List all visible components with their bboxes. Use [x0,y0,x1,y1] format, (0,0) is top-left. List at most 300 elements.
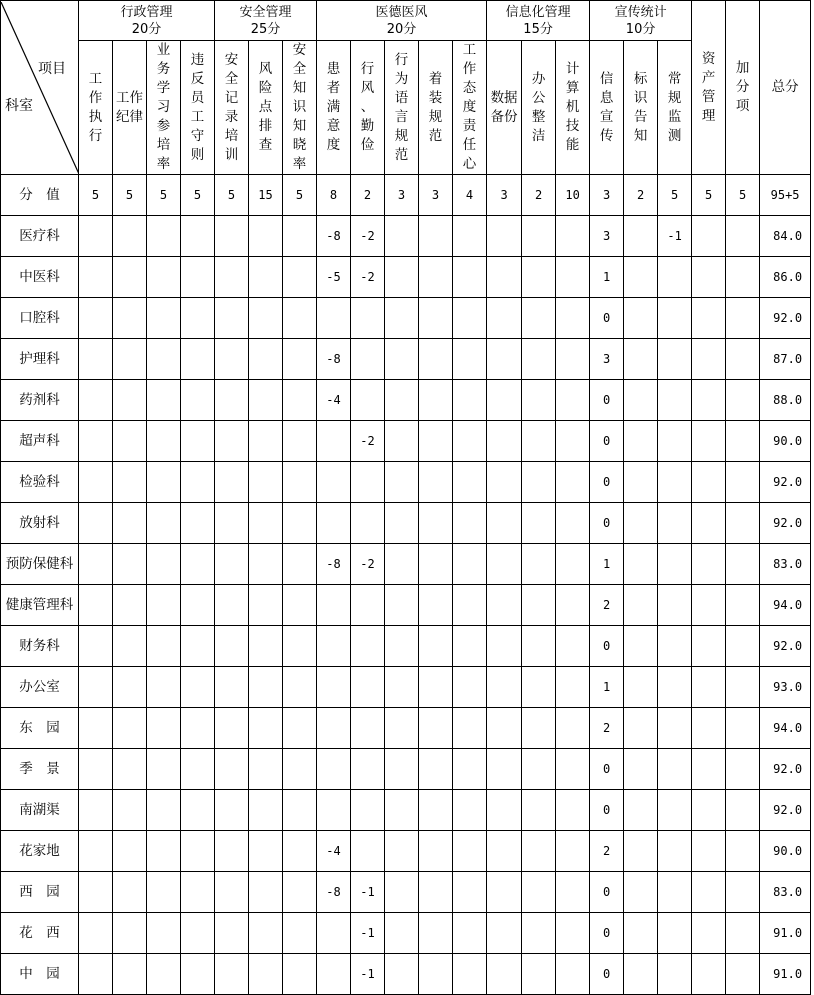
group-header-5 [590,1,692,41]
score-cell [522,790,556,831]
score-cell [658,544,692,585]
score-cell [113,954,147,995]
score-cell [79,749,113,790]
score-cell [283,749,317,790]
score-cell [79,831,113,872]
total-score: 91.0 [760,913,811,954]
column-header-10 [385,41,419,175]
score-cell [79,790,113,831]
score-cell [351,298,385,339]
score-cell [385,585,419,626]
score-cell [181,216,215,257]
score-cell [658,831,692,872]
column-header-18 [658,41,692,175]
score-cell [79,421,113,462]
score-cell [79,462,113,503]
score-cell [113,380,147,421]
header-char: 告 [633,108,648,125]
group-name: 宣传统计 [614,4,667,20]
department-row [1,749,811,790]
score-cell [215,749,249,790]
total-score: 87.0 [760,339,811,380]
score-value: 8 [317,175,351,216]
score-cell [556,380,590,421]
score-cell [317,503,351,544]
score-cell [419,380,453,421]
score-cell [79,585,113,626]
score-cell [249,380,283,421]
score-cell [79,913,113,954]
score-cell [215,257,249,298]
header-char: 记 [224,89,239,106]
department-name: 检验科 [1,462,79,503]
score-cell [317,790,351,831]
score-cell [624,749,658,790]
header-char: 传 [599,127,614,144]
group-name: 医德医风 [375,4,428,20]
score-cell [624,872,658,913]
header-char: 安 [224,51,239,68]
score-value: 95+5 [760,175,811,216]
score-cell [658,913,692,954]
header-char: 行 [360,61,375,77]
score-cell [351,708,385,749]
score-cell [419,585,453,626]
total-score: 84.0 [760,216,811,257]
header-char: 培 [224,127,239,144]
score-cell [147,298,181,339]
score-cell [249,339,283,380]
score-cell [726,954,760,995]
score-cell [181,503,215,544]
score-cell [726,257,760,298]
score-cell [181,831,215,872]
score-value: 2 [624,175,658,216]
score-cell [79,216,113,257]
score-cell [692,708,726,749]
score-value: 2 [351,175,385,216]
score-cell: 2 [590,585,624,626]
score-cell [181,626,215,667]
score-cell [147,954,181,995]
score-cell [453,257,487,298]
header-char: 俭 [360,137,375,153]
header-char: 知 [292,80,307,96]
header-char: 识 [633,89,648,106]
score-cell [624,298,658,339]
department-row [1,790,811,831]
group-header-4 [487,1,590,41]
score-cell [453,872,487,913]
department-row [1,667,811,708]
header-char: 度 [326,137,341,153]
score-cell [317,913,351,954]
header-char: 风 [360,80,375,96]
score-cell [522,216,556,257]
score-cell [487,503,522,544]
header-char: 着 [428,70,443,87]
score-cell [249,544,283,585]
header-char: 行 [394,51,409,68]
column-header-4 [181,41,215,175]
score-cell [113,421,147,462]
score-cell [113,749,147,790]
score-value: 3 [419,175,453,216]
score-cell [181,585,215,626]
score-cell [351,749,385,790]
department-row [1,257,811,298]
score-cell [181,298,215,339]
department-name: 超声科 [1,421,79,462]
score-cell [385,462,419,503]
header-char: 公 [531,89,546,106]
score-cell [181,380,215,421]
score-cell [215,708,249,749]
column-header-9 [351,41,385,175]
department-row [1,421,811,462]
score-cell [692,380,726,421]
score-cell [692,298,726,339]
score-cell [522,667,556,708]
header-char: 产 [701,69,716,86]
header-char: 满 [326,99,341,115]
score-cell [215,872,249,913]
score-cell [624,913,658,954]
score-value: 5 [692,175,726,216]
score-cell [658,298,692,339]
score-cell [385,503,419,544]
header-char: 算 [565,80,580,96]
score-cell [317,749,351,790]
department-name: 季 景 [1,749,79,790]
score-cell [487,462,522,503]
score-cell [385,954,419,995]
score-value: 10 [556,175,590,216]
score-cell: -2 [351,257,385,298]
department-name: 办公室 [1,667,79,708]
score-value: 5 [113,175,147,216]
total-score: 90.0 [760,421,811,462]
column-header-7 [283,41,317,175]
department-row [1,544,811,585]
score-cell [487,216,522,257]
header-char: 纪律 [116,108,143,125]
header-char: 洁 [531,127,546,144]
department-name: 医疗科 [1,216,79,257]
score-cell [453,708,487,749]
column-header-6 [249,41,283,175]
department-name: 口腔科 [1,298,79,339]
score-cell [692,831,726,872]
score-cell [351,503,385,544]
score-cell [147,708,181,749]
score-cell [556,544,590,585]
score-cell [113,831,147,872]
score-cell [658,503,692,544]
header-char: 资 [701,50,716,67]
header-char: 加 [735,60,750,76]
score-cell [556,339,590,380]
score-cell [147,339,181,380]
score-cell [113,216,147,257]
score-cell [249,216,283,257]
score-cell: 0 [590,626,624,667]
score-cell [317,462,351,503]
score-cell [147,257,181,298]
score-cell [419,626,453,667]
group-header-2 [215,1,317,41]
total-score: 94.0 [760,585,811,626]
score-value: 15 [249,175,283,216]
score-cell [317,585,351,626]
score-cell [419,954,453,995]
header-char: 总分 [771,79,799,95]
group-points: 10分 [625,21,656,37]
score-cell [419,708,453,749]
score-cell [79,544,113,585]
department-row [1,216,811,257]
score-cell [249,626,283,667]
group-header-row [1,1,811,41]
score-cell: 0 [590,298,624,339]
column-header-17 [624,41,658,175]
score-cell: -5 [317,257,351,298]
score-cell [215,339,249,380]
score-value: 3 [487,175,522,216]
header-char: 息 [599,89,614,106]
score-cell [556,216,590,257]
column-header-2 [113,41,147,175]
score-cell: 3 [590,339,624,380]
score-cell: -1 [351,872,385,913]
score-cell [351,585,385,626]
header-char: 测 [667,127,682,144]
score-cell [385,216,419,257]
department-row [1,872,811,913]
score-cell [215,585,249,626]
score-cell [624,503,658,544]
header-char: 知 [292,118,307,134]
score-cell [79,872,113,913]
department-row [1,339,811,380]
header-char: 学 [156,80,171,96]
corner-dept-label: 科室 [5,97,33,114]
header-char: 率 [156,156,171,172]
score-cell [249,749,283,790]
score-cell [726,708,760,749]
score-cell [453,667,487,708]
score-cell [726,790,760,831]
score-cell [113,872,147,913]
score-cell [385,708,419,749]
score-cell: -8 [317,544,351,585]
score-cell [215,913,249,954]
score-cell [487,749,522,790]
score-cell [453,749,487,790]
score-cell: 1 [590,257,624,298]
score-cell [726,339,760,380]
score-cell [453,216,487,257]
score-cell [658,872,692,913]
score-cell: 0 [590,872,624,913]
group-name: 信息化管理 [505,4,571,20]
score-cell [249,421,283,462]
score-cell: 0 [590,749,624,790]
score-cell [351,380,385,421]
header-char: 言 [394,108,409,125]
score-cell [556,585,590,626]
score-cell [624,585,658,626]
score-cell: 2 [590,708,624,749]
header-char: 能 [565,137,580,153]
score-cell [453,954,487,995]
score-cell [147,831,181,872]
score-cell [385,667,419,708]
score-cell [522,339,556,380]
score-value: 5 [181,175,215,216]
score-cell: 0 [590,380,624,421]
header-char: 备份 [490,108,518,125]
header-char: 度 [462,99,477,115]
score-cell [692,585,726,626]
score-cell [215,503,249,544]
score-cell: -1 [658,216,692,257]
score-cell [215,831,249,872]
score-cell [692,667,726,708]
score-cell [522,626,556,667]
score-cell [419,544,453,585]
score-cell [79,298,113,339]
score-cell [79,954,113,995]
header-char: 则 [190,146,205,163]
score-value: 3 [385,175,419,216]
score-cell [556,872,590,913]
header-char: 分 [735,79,750,95]
score-cell [113,503,147,544]
score-cell [385,872,419,913]
header-char: 监 [667,108,682,125]
score-cell: -2 [351,216,385,257]
score-cell [658,421,692,462]
score-cell [624,257,658,298]
department-name: 花家地 [1,831,79,872]
score-cell [147,544,181,585]
score-cell [487,544,522,585]
score-cell [113,626,147,667]
score-cell [522,257,556,298]
score-cell [351,831,385,872]
score-cell [487,626,522,667]
score-cell [522,544,556,585]
score-cell: 2 [590,831,624,872]
score-cell [453,298,487,339]
department-name: 中 园 [1,954,79,995]
score-cell [113,913,147,954]
corner-diagonal-line [1,2,79,174]
score-cell [658,339,692,380]
score-cell [283,954,317,995]
score-cell [487,708,522,749]
score-cell [79,667,113,708]
score-cell [658,667,692,708]
header-char: 排 [258,118,273,134]
score-cell [692,503,726,544]
score-cell [385,544,419,585]
header-char: 、 [360,99,375,115]
score-cell [113,708,147,749]
score-cell [658,585,692,626]
column-header-12 [453,41,487,175]
column-header-16 [590,41,624,175]
score-cell [692,749,726,790]
score-cell [624,544,658,585]
header-char: 整 [531,108,546,125]
score-cell [487,790,522,831]
score-cell [181,790,215,831]
header-char: 规 [667,89,682,106]
header-char: 数据 [490,89,518,106]
score-cell [317,298,351,339]
score-cell [181,708,215,749]
score-cell: -4 [317,831,351,872]
score-cell [658,462,692,503]
score-cell: -8 [317,872,351,913]
score-value: 5 [215,175,249,216]
group-header-1 [79,1,215,41]
score-cell [283,380,317,421]
score-cell [658,749,692,790]
score-cell [419,749,453,790]
total-score: 83.0 [760,872,811,913]
header-char: 风 [258,61,273,77]
score-cell [453,913,487,954]
score-cell [658,257,692,298]
score-cell [419,913,453,954]
score-cell [726,462,760,503]
score-cell [453,544,487,585]
total-score: 83.0 [760,544,811,585]
score-cell [147,872,181,913]
header-char: 培 [156,137,171,153]
score-cell [453,421,487,462]
score-cell [283,913,317,954]
score-cell [385,257,419,298]
score-cell [487,913,522,954]
score-cell: 0 [590,954,624,995]
department-row [1,708,811,749]
header-char: 勤 [360,118,375,134]
corner-cell [1,1,79,175]
header-char: 机 [565,99,580,115]
score-cell [624,708,658,749]
score-cell [113,790,147,831]
score-cell [79,626,113,667]
score-cell [249,298,283,339]
score-cell [385,831,419,872]
score-cell [658,626,692,667]
score-cell [658,954,692,995]
score-cell [147,462,181,503]
header-char: 规 [428,108,443,125]
score-cell [215,421,249,462]
header-char: 工 [190,108,205,125]
score-cell [453,339,487,380]
score-cell: -8 [317,216,351,257]
score-cell [487,298,522,339]
score-cell [419,462,453,503]
department-row [1,585,811,626]
header-char: 项 [735,98,750,114]
